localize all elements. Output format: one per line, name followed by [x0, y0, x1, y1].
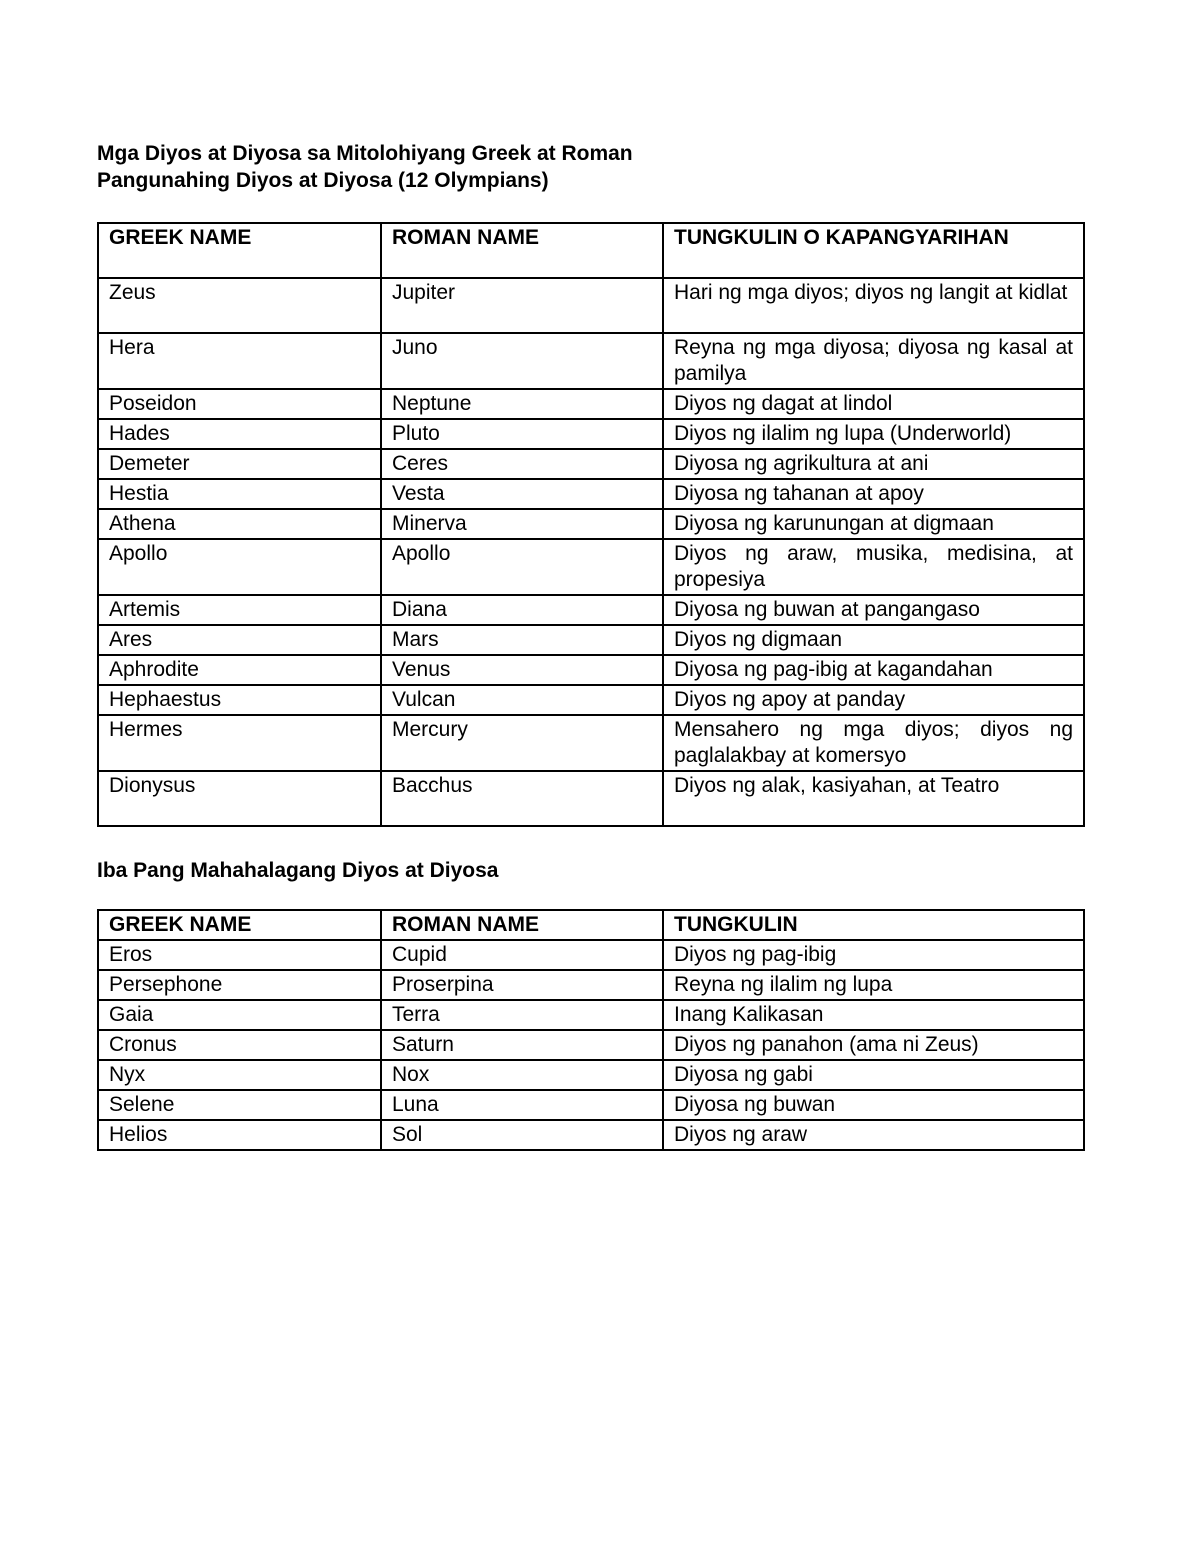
greek-name-cell: Cronus — [98, 1030, 381, 1060]
role-cell: Diyosa ng buwan at pangangaso — [663, 595, 1084, 625]
role-cell: Diyos ng ilalim ng lupa (Underworld) — [663, 419, 1084, 449]
roman-name-cell: Neptune — [381, 389, 663, 419]
greek-name-cell: Gaia — [98, 1000, 381, 1030]
document-page — [97, 140, 1083, 1151]
olympians-table — [97, 222, 1085, 827]
column-header-greek: GREEK NAME — [98, 223, 381, 278]
table-row — [98, 625, 1084, 655]
role-cell: Diyos ng panahon (ama ni Zeus) — [663, 1030, 1084, 1060]
greek-name-cell: Hestia — [98, 479, 381, 509]
greek-name-cell: Hephaestus — [98, 685, 381, 715]
role-cell: Hari ng mga diyos; diyos ng langit at kidlat — [663, 278, 1084, 333]
role-cell: Inang Kalikasan — [663, 1000, 1084, 1030]
role-cell: Diyosa ng karunungan at digmaan — [663, 509, 1084, 539]
roman-name-cell: Vesta — [381, 479, 663, 509]
table-row — [98, 771, 1084, 826]
greek-name-cell: Apollo — [98, 539, 381, 595]
roman-name-cell: Jupiter — [381, 278, 663, 333]
greek-name-cell: Athena — [98, 509, 381, 539]
role-cell: Reyna ng mga diyosa; diyosa ng kasal at pamilya — [663, 333, 1084, 389]
role-cell: Mensahero ng mga diyos; diyos ng paglalakbay at komersyo — [663, 715, 1084, 771]
role-cell: Diyos ng dagat at lindol — [663, 389, 1084, 419]
role-cell: Diyosa ng pag-ibig at kagandahan — [663, 655, 1084, 685]
other-gods-table — [97, 909, 1085, 1151]
roman-name-cell: Cupid — [381, 940, 663, 970]
greek-name-cell: Zeus — [98, 278, 381, 333]
role-cell: Diyos ng araw, musika, medisina, at propesiya — [663, 539, 1084, 595]
roman-name-cell: Bacchus — [381, 771, 663, 826]
role-cell: Diyos ng pag-ibig — [663, 940, 1084, 970]
table-row — [98, 1120, 1084, 1150]
roman-name-cell: Saturn — [381, 1030, 663, 1060]
greek-name-cell: Demeter — [98, 449, 381, 479]
section-heading-other: Iba Pang Mahahalagang Diyos at Diyosa — [97, 859, 499, 882]
table-header-row — [98, 223, 1084, 278]
column-header-roman: ROMAN NAME — [381, 223, 663, 278]
column-header-roman: ROMAN NAME — [381, 910, 663, 940]
table-row — [98, 970, 1084, 1000]
role-cell: Diyosa ng buwan — [663, 1090, 1084, 1120]
column-header-role: TUNGKULIN — [663, 910, 1084, 940]
table-row — [98, 419, 1084, 449]
greek-name-cell: Selene — [98, 1090, 381, 1120]
role-cell: Diyos ng araw — [663, 1120, 1084, 1150]
table-row — [98, 940, 1084, 970]
greek-name-cell: Dionysus — [98, 771, 381, 826]
table-row — [98, 449, 1084, 479]
table-row — [98, 389, 1084, 419]
roman-name-cell: Minerva — [381, 509, 663, 539]
greek-name-cell: Persephone — [98, 970, 381, 1000]
table-row — [98, 278, 1084, 333]
table-header-row — [98, 910, 1084, 940]
roman-name-cell: Ceres — [381, 449, 663, 479]
table-row — [98, 509, 1084, 539]
greek-name-cell: Poseidon — [98, 389, 381, 419]
table-row — [98, 1000, 1084, 1030]
greek-name-cell: Ares — [98, 625, 381, 655]
roman-name-cell: Nox — [381, 1060, 663, 1090]
roman-name-cell: Sol — [381, 1120, 663, 1150]
roman-name-cell: Proserpina — [381, 970, 663, 1000]
document-subtitle: Pangunahing Diyos at Diyosa (12 Olympians) — [97, 169, 549, 192]
greek-name-cell: Hera — [98, 333, 381, 389]
roman-name-cell: Luna — [381, 1090, 663, 1120]
table-row — [98, 655, 1084, 685]
table-row — [98, 1090, 1084, 1120]
role-cell: Diyosa ng gabi — [663, 1060, 1084, 1090]
roman-name-cell: Pluto — [381, 419, 663, 449]
greek-name-cell: Artemis — [98, 595, 381, 625]
role-cell: Reyna ng ilalim ng lupa — [663, 970, 1084, 1000]
greek-name-cell: Nyx — [98, 1060, 381, 1090]
greek-name-cell: Aphrodite — [98, 655, 381, 685]
roman-name-cell: Terra — [381, 1000, 663, 1030]
role-cell: Diyosa ng agrikultura at ani — [663, 449, 1084, 479]
roman-name-cell: Venus — [381, 655, 663, 685]
role-cell: Diyos ng digmaan — [663, 625, 1084, 655]
column-header-greek: GREEK NAME — [98, 910, 381, 940]
greek-name-cell: Hermes — [98, 715, 381, 771]
table-row — [98, 715, 1084, 771]
role-cell: Diyosa ng tahanan at apoy — [663, 479, 1084, 509]
table-row — [98, 1030, 1084, 1060]
greek-name-cell: Hades — [98, 419, 381, 449]
table-row — [98, 333, 1084, 389]
greek-name-cell: Eros — [98, 940, 381, 970]
table-row — [98, 1060, 1084, 1090]
column-header-role: TUNGKULIN O KAPANGYARIHAN — [663, 223, 1084, 278]
roman-name-cell: Mars — [381, 625, 663, 655]
document-title: Mga Diyos at Diyosa sa Mitolohiyang Greek at Roman — [97, 142, 633, 165]
role-cell: Diyos ng apoy at panday — [663, 685, 1084, 715]
table-row — [98, 479, 1084, 509]
roman-name-cell: Vulcan — [381, 685, 663, 715]
greek-name-cell: Helios — [98, 1120, 381, 1150]
roman-name-cell: Apollo — [381, 539, 663, 595]
roman-name-cell: Diana — [381, 595, 663, 625]
roman-name-cell: Juno — [381, 333, 663, 389]
table-row — [98, 539, 1084, 595]
table-row — [98, 685, 1084, 715]
table-row — [98, 595, 1084, 625]
role-cell: Diyos ng alak, kasiyahan, at Teatro — [663, 771, 1084, 826]
roman-name-cell: Mercury — [381, 715, 663, 771]
